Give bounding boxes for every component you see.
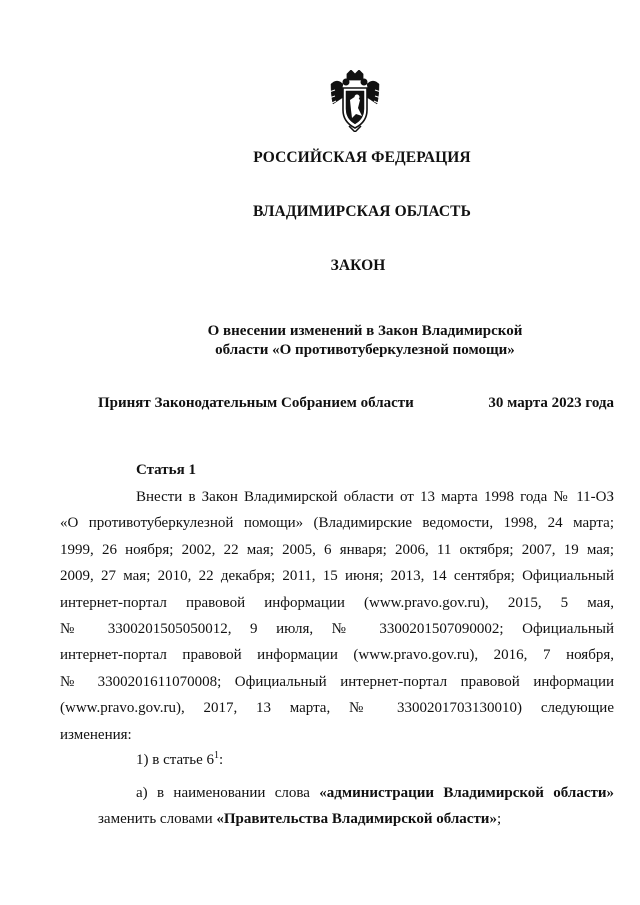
region-heading: ВЛАДИМИРСКАЯ ОБЛАСТЬ [253,203,471,220]
article-heading: Статья 1 [136,462,196,478]
intro-line: интернет-портал правовой информации (www.pravo.gov.ru), 2015, 5 мая, [60,594,614,611]
law-title-line-2: области «О противотуберкулезной помощи» [215,342,515,358]
intro-line: интернет-портал правовой информации (www.pravo.gov.ru), 2016, 7 ноября, [60,647,614,664]
item-1a-prefix: а) в наименовании слова [136,785,320,802]
law-title [180,322,550,360]
intro-line: (www.pravo.gov.ru), 2017, 13 марта, № 3300201703130010) следующие [60,700,614,717]
adopted-by: Принят Законодательным Собранием области [98,395,414,411]
article-intro [60,484,614,748]
item-1-superscript: 1 [214,750,220,762]
document-type-heading: ЗАКОН [330,257,386,274]
item-1a [98,780,614,833]
intro-line: № 3300201505050012, 9 июля, № 3300201507090002; Официальный [60,621,614,638]
item-1-text: 1) в статье 6 [136,752,215,769]
item-1 [98,750,614,771]
item-1a-old-words: «администрации Владимирской области» [319,785,614,802]
coat-of-arms-emblem [329,70,381,132]
item-1a-suffix: ; [496,811,502,828]
intro-line: 2009, 27 мая; 2010, 22 декабря; 2011, 15 июня; 2013, 14 сентября; Официальный [60,568,614,585]
intro-line: № 3300201611070008; Официальный интернет-портал правовой информации [60,673,614,690]
intro-line: 1999, 26 ноября; 2002, 22 мая; 2005, 6 января; 2006, 11 октября; 2007, 19 мая; [60,541,614,558]
intro-text [60,484,614,748]
intro-line: «О противотуберкулезной помощи» (Владимирские ведомости, 1998, 24 марта; [60,515,614,532]
item-1a-new-words: «Правительства Владимирской области» [216,811,497,828]
intro-line: изменения: [60,726,132,743]
law-title-line-1: О внесении изменений в Закон Владимирской [207,323,523,339]
adoption-date: 30 марта 2023 года [488,395,614,411]
intro-line: Внести в Закон Владимирской области от 13 марта 1998 года № 11-ОЗ [136,489,614,505]
item-1a-line2-prefix: заменить словами [98,811,217,828]
item-1-suffix: : [219,752,224,769]
article-body [60,484,614,833]
country-heading: РОССИЙСКАЯ ФЕДЕРАЦИЯ [253,149,471,166]
